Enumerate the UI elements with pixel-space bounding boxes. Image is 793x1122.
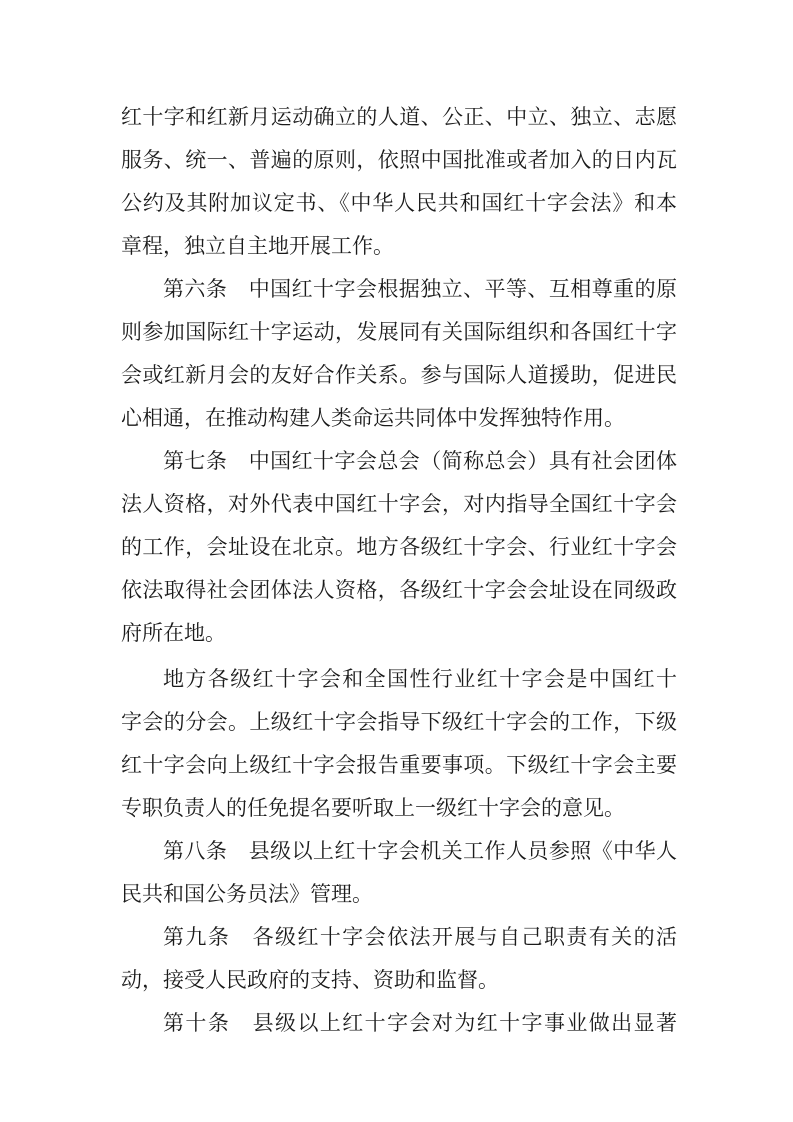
- paragraph-article-8: [121, 830, 677, 916]
- paragraph-article-9: [121, 916, 677, 1002]
- paragraph-article-7: [121, 440, 677, 655]
- text-line: 字会的分会。上级红十字会指导下级红十字会的工作，下级: [121, 710, 677, 734]
- text-line: 专职负责人的任免提名要听取上一级红十字会的意见。: [121, 796, 625, 820]
- text-line: 红十字会向上级红十字会报告重要事项。下级红十字会主要: [121, 753, 677, 777]
- text-line: 章程，独立自主地开展工作。: [121, 234, 394, 258]
- text-line: 动，接受人民政府的支持、资助和监督。: [121, 968, 499, 992]
- text-line: 第八条 县级以上红十字会机关工作人员参照《中华人: [163, 839, 677, 863]
- text-line: 府所在地。: [121, 621, 226, 645]
- text-line: 第七条 中国红十字会总会（简称总会）具有社会团体: [163, 449, 677, 473]
- paragraph-article-7-part-2: [121, 658, 677, 830]
- paragraph-article-6: [121, 268, 677, 440]
- text-line: 民共和国公务员法》管理。: [121, 882, 373, 906]
- text-line: 法人资格，对外代表中国红十字会，对内指导全国红十字会: [121, 492, 677, 516]
- paragraph-article-5-continued: [121, 96, 677, 268]
- text-line: 会或红新月会的友好合作关系。参与国际人道援助，促进民: [121, 363, 677, 387]
- text-line: 公约及其附加议定书、《中华人民共和国红十字会法》和本: [121, 191, 677, 215]
- paragraph-article-10: [121, 1002, 677, 1045]
- text-line: 第十条 县级以上红十字会对为红十字事业做出显著: [163, 1011, 677, 1035]
- text-line: 服务、统一、普遍的原则，依照中国批准或者加入的日内瓦: [121, 148, 677, 172]
- document-body: [121, 96, 677, 1045]
- text-line: 的工作，会址设在北京。地方各级红十字会、行业红十字会: [121, 535, 677, 559]
- text-line: 依法取得社会团体法人资格，各级红十字会会址设在同级政: [121, 578, 677, 602]
- text-line: 第九条 各级红十字会依法开展与自己职责有关的活: [163, 925, 677, 949]
- text-line: 地方各级红十字会和全国性行业红十字会是中国红十: [163, 667, 677, 691]
- text-line: 红十字和红新月运动确立的人道、公正、中立、独立、志愿: [121, 105, 677, 129]
- text-line: 心相通，在推动构建人类命运共同体中发挥独特作用。: [121, 406, 625, 430]
- text-line: 第六条 中国红十字会根据独立、平等、互相尊重的原: [163, 277, 677, 301]
- text-line: 则参加国际红十字运动，发展同有关国际组织和各国红十字: [121, 320, 677, 344]
